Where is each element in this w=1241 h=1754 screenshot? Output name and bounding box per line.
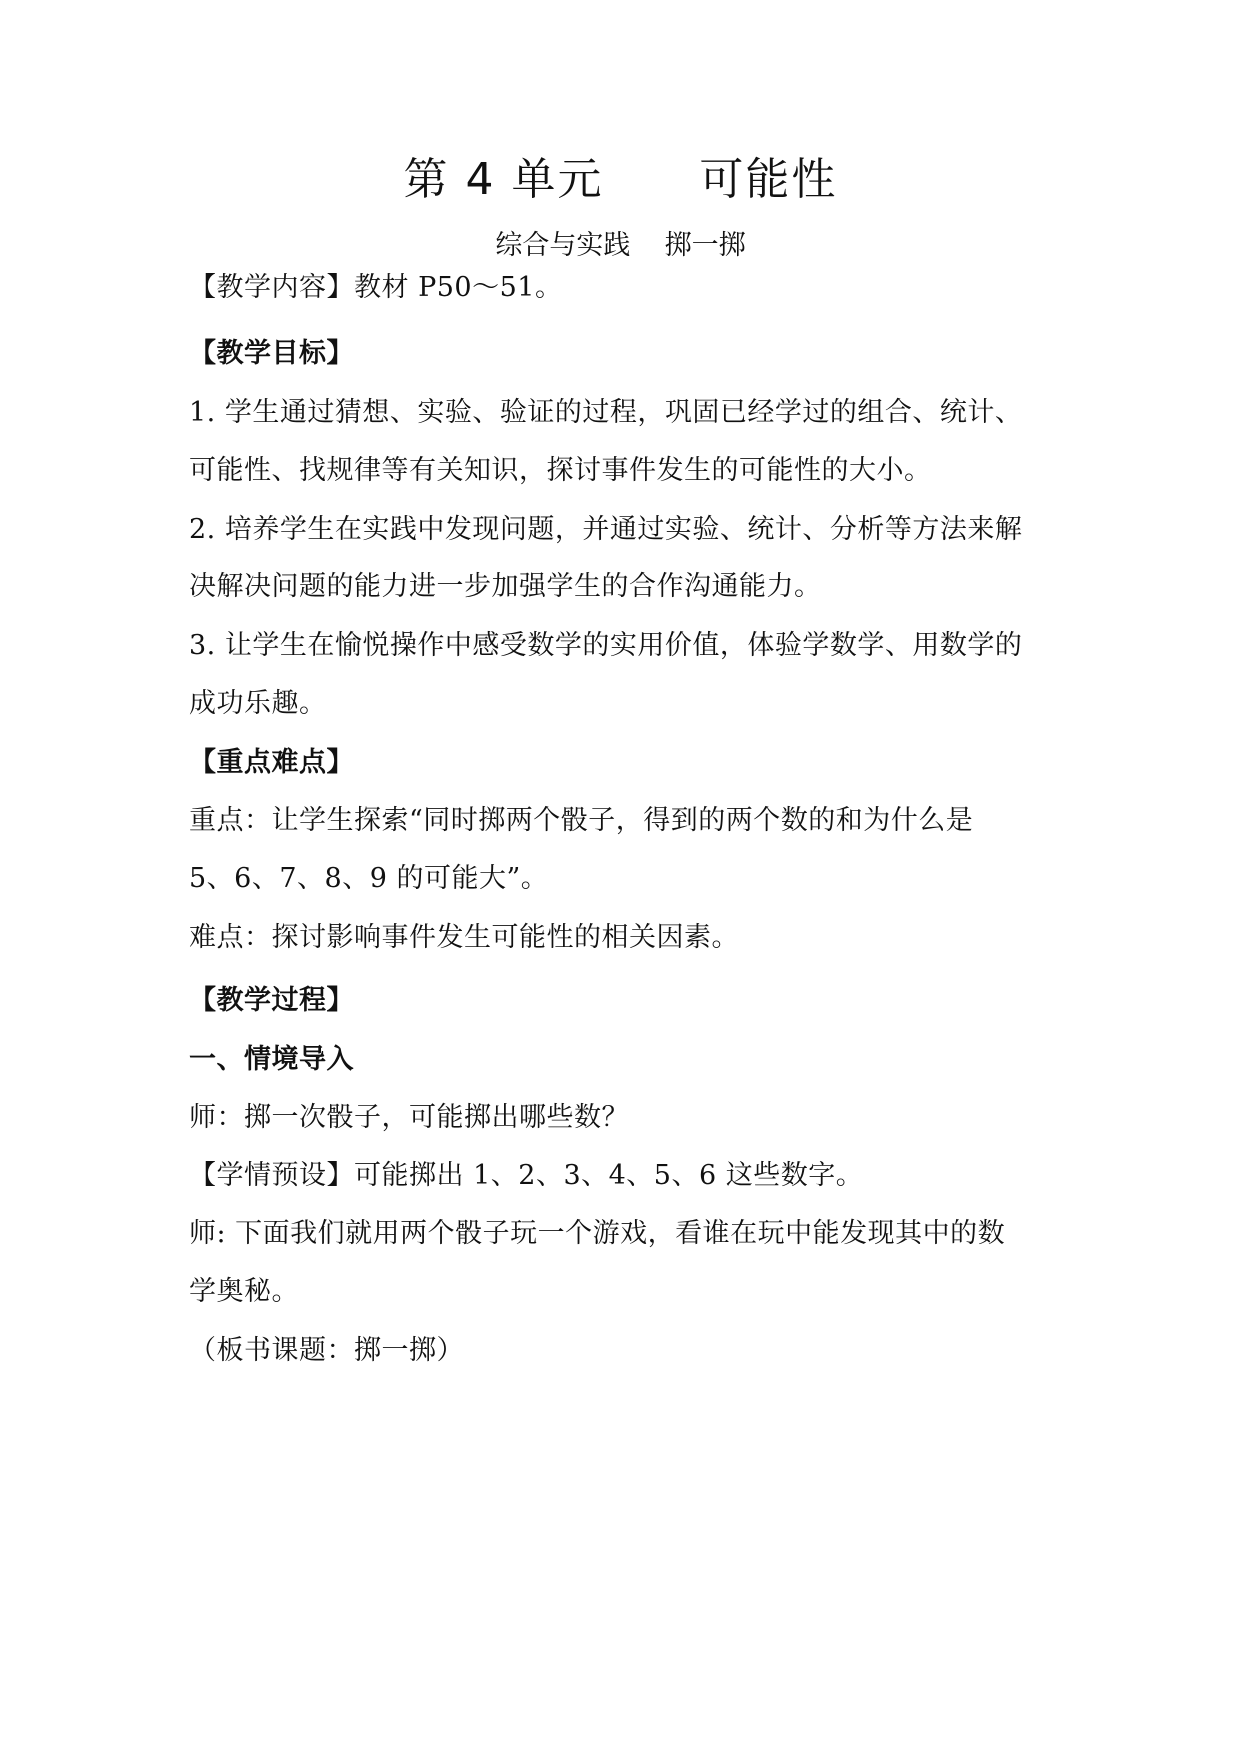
goal-3-line-2: 成功乐趣。	[189, 688, 327, 719]
learning-preset-label: 【学情预设】	[189, 1160, 354, 1191]
key-point-line-1: 重点：让学生探索“同时掷两个骰子，得到的两个数的和为什么是	[189, 805, 974, 836]
teaching-process-heading: 【教学过程】	[189, 985, 354, 1016]
lesson-subtitle: 综合与实践 掷一掷	[495, 230, 746, 261]
key-point-line-2: 5、6、7、8、9 的可能大”。	[189, 863, 549, 894]
teacher-game-line-1: 师: 下面我们就用两个骰子玩一个游戏，看谁在玩中能发现其中的数	[189, 1218, 1006, 1249]
section-intro-heading: 一、情境导入	[189, 1044, 354, 1075]
goal-1-line-1: 1. 学生通过猜想、实验、验证的过程，巩固已经学过的组合、统计、	[189, 397, 1023, 428]
learning-preset-text: 可能掷出 1、2、3、4、5、6 这些数字。	[354, 1160, 864, 1191]
board-title-line: （板书课题：掷一掷）	[189, 1335, 464, 1366]
teaching-content-line	[189, 270, 562, 306]
unit-title: 第 4 单元 可能性	[403, 154, 838, 205]
teaching-content-label: 【教学内容】	[189, 272, 354, 303]
key-points-heading: 【重点难点】	[189, 747, 354, 778]
difficulty-line: 难点：探讨影响事件发生可能性的相关因素。	[189, 922, 739, 953]
teaching-content-text: 教材 P50～51。	[354, 272, 563, 303]
goal-1-line-2: 可能性、找规律等有关知识，探讨事件发生的可能性的大小。	[189, 455, 932, 486]
goal-2-line-1: 2. 培养学生在实践中发现问题，并通过实验、统计、分析等方法来解	[189, 514, 1023, 545]
teaching-goals-heading: 【教学目标】	[189, 338, 354, 369]
teacher-game-line-2: 学奥秘。	[189, 1276, 299, 1307]
goal-2-line-2: 决解决问题的能力进一步加强学生的合作沟通能力。	[189, 571, 822, 602]
learning-preset-line	[189, 1158, 863, 1194]
teacher-question-line: 师：掷一次骰子，可能掷出哪些数？	[189, 1102, 629, 1133]
goal-3-line-1: 3. 让学生在愉悦操作中感受数学的实用价值，体验学数学、用数学的	[189, 630, 1023, 661]
